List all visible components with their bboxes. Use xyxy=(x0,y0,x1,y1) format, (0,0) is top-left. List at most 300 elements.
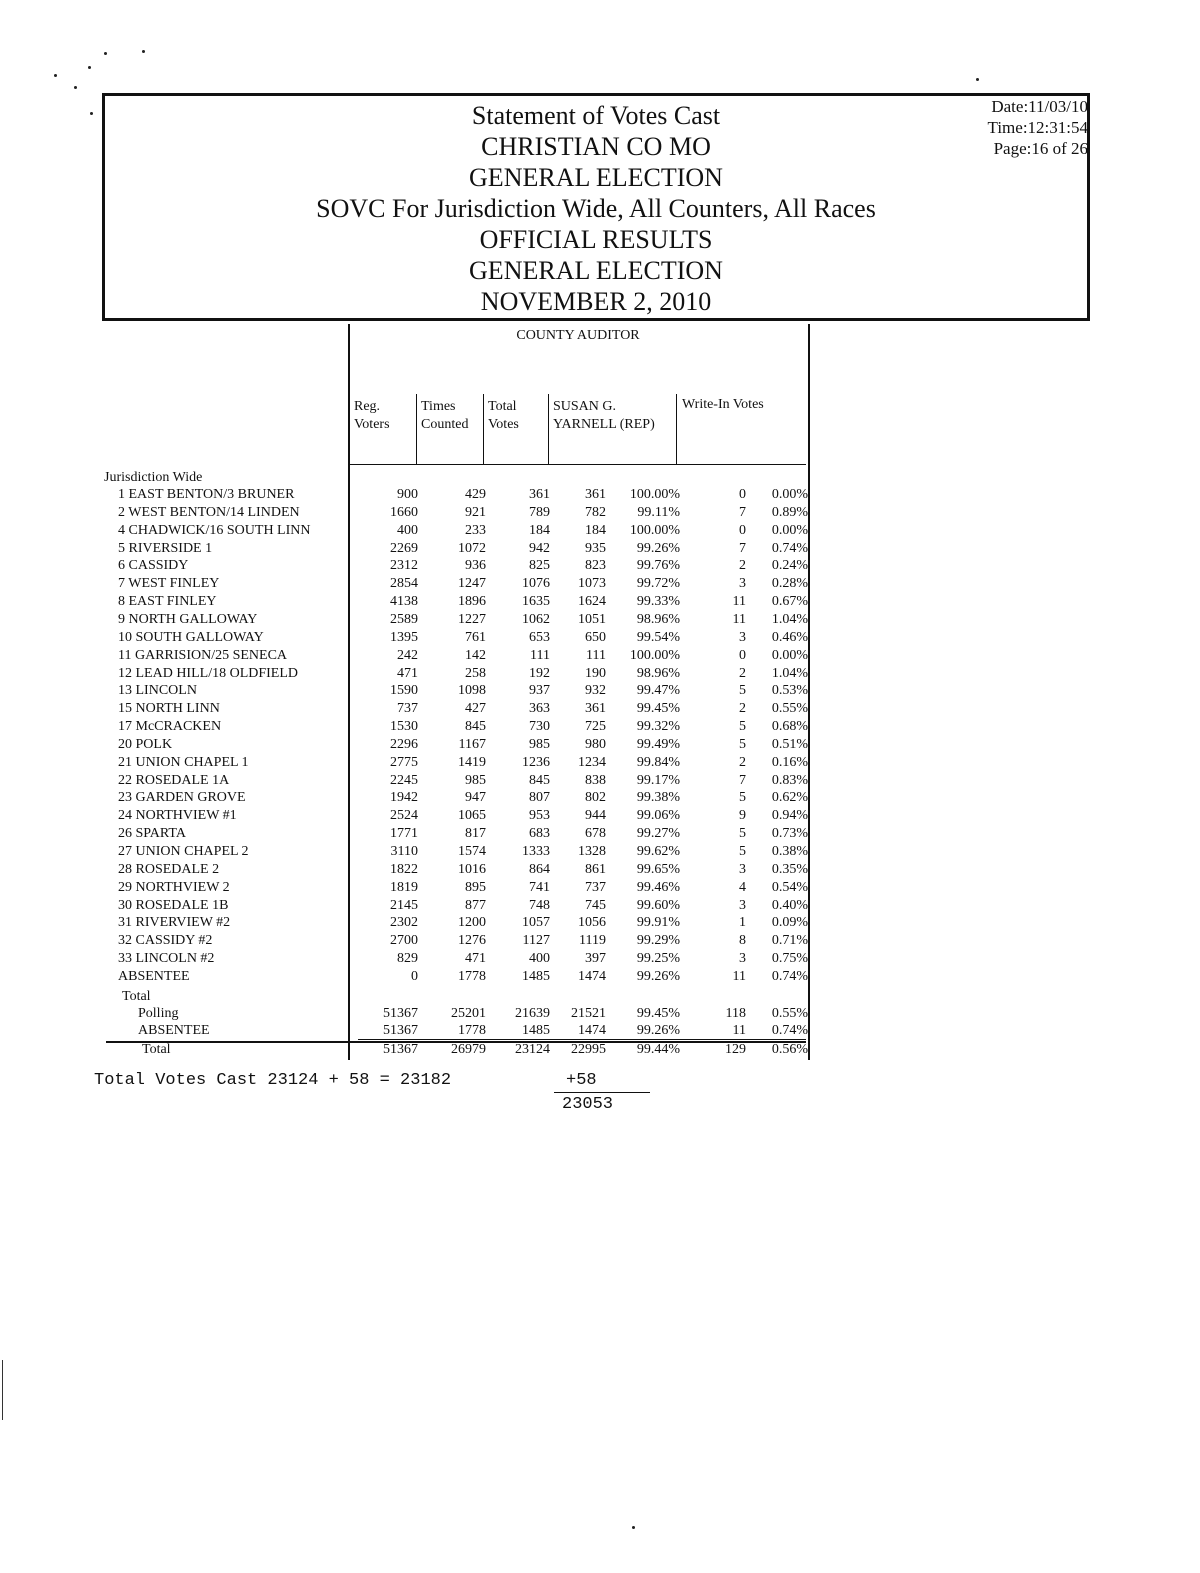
times-counted-cell: 947 xyxy=(465,790,486,806)
times-counted-cell: 877 xyxy=(465,897,486,913)
reg-voters-cell: 737 xyxy=(397,701,418,717)
times-counted-cell: 1896 xyxy=(458,594,486,610)
precinct-name: 9 NORTH GALLOWAY xyxy=(118,611,258,627)
candidate-votes-cell: 1624 xyxy=(578,594,606,610)
precinct-name: 23 GARDEN GROVE xyxy=(118,790,246,806)
reg-voters-cell: 900 xyxy=(397,487,418,502)
total-votes-cell: 942 xyxy=(529,540,550,556)
write-in-pct-cell: 0.00% xyxy=(771,487,808,502)
candidate-pct-cell: 99.47% xyxy=(636,683,680,699)
precinct-name: 22 ROSEDALE 1A xyxy=(118,772,230,788)
write-in-votes-cell: 129 xyxy=(725,1042,746,1057)
total-votes-cell: 825 xyxy=(529,558,550,574)
addend-note: +58 xyxy=(566,1071,597,1090)
write-in-pct-cell: 0.94% xyxy=(771,808,808,824)
precinct-row xyxy=(0,700,1200,718)
write-in-votes-cell: 5 xyxy=(739,683,746,699)
precinct-row xyxy=(0,950,1200,968)
times-counted-cell: 1065 xyxy=(458,808,486,824)
precinct-row xyxy=(0,540,1200,558)
reg-voters-cell: 242 xyxy=(397,647,418,663)
times-counted-cell: 1778 xyxy=(458,968,486,984)
scan-speck xyxy=(104,52,107,55)
times-counted-cell: 845 xyxy=(465,719,486,735)
candidate-votes-cell: 1119 xyxy=(579,933,606,949)
scan-speck xyxy=(632,1526,635,1529)
times-counted-cell: 817 xyxy=(465,826,486,842)
write-in-votes-cell: 1 xyxy=(739,915,746,931)
total-votes-cell: 741 xyxy=(529,879,550,895)
write-in-votes-cell: 5 xyxy=(739,826,746,842)
candidate-pct-cell: 99.44% xyxy=(636,1042,680,1057)
write-in-pct-cell: 0.38% xyxy=(771,844,808,859)
precinct-name: 5 RIVERSIDE 1 xyxy=(118,540,213,556)
candidate-votes-cell: 21521 xyxy=(571,1006,606,1021)
write-in-pct-cell: 0.51% xyxy=(771,736,808,752)
reg-voters-cell: 1530 xyxy=(390,719,418,735)
reg-voters-cell: 2700 xyxy=(390,933,418,949)
times-counted-cell: 1419 xyxy=(458,754,486,770)
precinct-row xyxy=(0,879,1200,897)
total-votes-cell: 1062 xyxy=(522,611,550,627)
total-votes-cell: 23124 xyxy=(515,1042,550,1057)
precinct-name: 28 ROSEDALE 2 xyxy=(118,861,220,877)
precinct-name: 11 GARRISION/25 SENECA xyxy=(118,647,288,663)
write-in-pct-cell: 0.46% xyxy=(771,629,808,645)
write-in-votes-cell: 3 xyxy=(739,576,746,592)
precinct-row xyxy=(0,754,1200,772)
candidate-pct-cell: 99.29% xyxy=(636,933,680,949)
candidate-votes-cell: 650 xyxy=(585,629,606,645)
total-votes-cell: 184 xyxy=(529,522,550,538)
title-line-5: OFFICIAL RESULTS xyxy=(479,225,713,254)
total-votes-cell: 789 xyxy=(529,504,550,520)
candidate-pct-cell: 99.91% xyxy=(636,915,680,931)
write-in-pct-cell: 0.56% xyxy=(771,1042,808,1057)
report-meta xyxy=(950,96,1088,159)
candidate-pct-cell: 100.00% xyxy=(629,522,680,538)
candidate-pct-cell: 98.96% xyxy=(636,665,680,681)
candidate-votes-cell: 1234 xyxy=(578,754,606,770)
times-counted-cell: 1072 xyxy=(458,540,486,556)
reg-voters-cell: 1771 xyxy=(390,826,418,842)
precinct-name: 15 NORTH LINN xyxy=(118,701,220,717)
write-in-votes-cell: 11 xyxy=(732,1023,746,1038)
write-in-pct-cell: 0.89% xyxy=(771,504,808,520)
total-votes-cell: 730 xyxy=(529,719,550,735)
precinct-name: 26 SPARTA xyxy=(118,826,186,842)
write-in-pct-cell: 0.28% xyxy=(771,576,808,592)
total-votes-cell: 845 xyxy=(529,772,550,788)
precinct-name: 27 UNION CHAPEL 2 xyxy=(118,844,249,859)
write-in-votes-cell: 5 xyxy=(739,719,746,735)
precinct-row xyxy=(0,825,1200,843)
write-in-votes-cell: 3 xyxy=(739,897,746,913)
precinct-row xyxy=(0,932,1200,950)
total-votes-cell: 1635 xyxy=(522,594,550,610)
candidate-pct-cell: 99.26% xyxy=(636,968,680,984)
reg-voters-cell: 2775 xyxy=(390,754,418,770)
write-in-pct-cell: 0.55% xyxy=(771,701,808,717)
write-in-pct-cell: 0.35% xyxy=(771,861,808,877)
candidate-pct-cell: 99.32% xyxy=(636,719,680,735)
report-page: Page:16 of 26 xyxy=(993,139,1088,158)
precinct-name: 30 ROSEDALE 1B xyxy=(118,897,229,913)
candidate-votes-cell: 361 xyxy=(585,701,606,717)
write-in-pct-cell: 0.62% xyxy=(771,790,808,806)
write-in-pct-cell: 1.04% xyxy=(771,665,808,681)
reg-voters-cell: 471 xyxy=(397,665,418,681)
write-in-pct-cell: 1.04% xyxy=(771,611,808,627)
total-votes-cell: 807 xyxy=(529,790,550,806)
total-votes-cell: 953 xyxy=(529,808,550,824)
title-line-4: SOVC For Jurisdiction Wide, All Counters, All Races xyxy=(316,194,876,223)
candidate-votes-cell: 861 xyxy=(585,861,606,877)
candidate-votes-cell: 802 xyxy=(585,790,606,806)
write-in-pct-cell: 0.74% xyxy=(771,1023,808,1038)
title-line-2: CHRISTIAN CO MO xyxy=(481,132,711,161)
section-label: Jurisdiction Wide xyxy=(104,470,203,485)
column-divider xyxy=(483,394,484,464)
times-counted-cell: 142 xyxy=(465,647,486,663)
candidate-pct-cell: 99.62% xyxy=(636,844,680,859)
candidate-pct-cell: 100.00% xyxy=(629,487,680,502)
reg-voters-cell: 2269 xyxy=(390,540,418,556)
col-times-counted: Times Counted xyxy=(421,399,469,432)
times-counted-cell: 471 xyxy=(465,951,486,967)
total-votes-cell: 653 xyxy=(529,629,550,645)
report-date: Date:11/03/10 xyxy=(991,97,1088,116)
write-in-votes-cell: 5 xyxy=(739,736,746,752)
candidate-pct-cell: 99.76% xyxy=(636,558,680,574)
candidate-pct-cell: 99.65% xyxy=(636,861,680,877)
sum-result: 23053 xyxy=(562,1095,614,1114)
precinct-name: 32 CASSIDY #2 xyxy=(118,933,213,949)
reg-voters-cell: 1660 xyxy=(390,504,418,520)
times-counted-cell: 1016 xyxy=(458,861,486,877)
write-in-votes-cell: 2 xyxy=(739,558,746,574)
precinct-name: Polling xyxy=(138,1006,179,1021)
precinct-name: 7 WEST FINLEY xyxy=(118,576,220,592)
total-row xyxy=(0,1005,1200,1023)
candidate-votes-cell: 737 xyxy=(585,879,606,895)
precinct-row xyxy=(0,557,1200,575)
candidate-pct-cell: 99.49% xyxy=(636,736,680,752)
reg-voters-cell: 2302 xyxy=(390,915,418,931)
precinct-name: 20 POLK xyxy=(118,736,173,752)
write-in-pct-cell: 0.16% xyxy=(771,754,808,770)
precinct-row xyxy=(0,897,1200,915)
total-votes-cell: 1057 xyxy=(522,915,550,931)
candidate-votes-cell: 1051 xyxy=(578,611,606,627)
candidate-votes-cell: 1474 xyxy=(578,1023,606,1038)
total-votes-cast-note: Total Votes Cast 23124 + 58 = 23182 xyxy=(94,1071,452,1090)
candidate-pct-cell: 99.54% xyxy=(636,629,680,645)
total-votes-cell: 864 xyxy=(529,861,550,877)
total-votes-cell: 1076 xyxy=(522,576,550,592)
write-in-pct-cell: 0.73% xyxy=(771,826,808,842)
reg-voters-cell: 2312 xyxy=(390,558,418,574)
precinct-name: 2 WEST BENTON/14 LINDEN xyxy=(118,504,300,520)
absentee-underline xyxy=(358,1039,806,1040)
col-candidate-yarnell: SUSAN G. YARNELL (REP) xyxy=(553,399,655,432)
col-total-votes: Total Votes xyxy=(488,399,519,432)
column-divider xyxy=(548,394,549,464)
candidate-pct-cell: 99.06% xyxy=(636,808,680,824)
times-counted-cell: 985 xyxy=(465,772,486,788)
times-counted-cell: 233 xyxy=(465,522,486,538)
candidate-pct-cell: 99.11% xyxy=(637,504,680,520)
precinct-row xyxy=(0,593,1200,611)
total-section-label: Total xyxy=(122,989,151,1004)
write-in-votes-cell: 7 xyxy=(739,772,746,788)
race-title: COUNTY AUDITOR xyxy=(516,328,640,343)
candidate-pct-cell: 98.96% xyxy=(636,611,680,627)
reg-voters-cell: 1942 xyxy=(390,790,418,806)
write-in-pct-cell: 0.74% xyxy=(771,540,808,556)
write-in-votes-cell: 7 xyxy=(739,504,746,520)
times-counted-cell: 936 xyxy=(465,558,486,574)
write-in-votes-cell: 2 xyxy=(739,701,746,717)
scan-edge-line xyxy=(2,1360,3,1420)
precinct-name: 29 NORTHVIEW 2 xyxy=(118,879,230,895)
write-in-votes-cell: 3 xyxy=(739,629,746,645)
candidate-votes-cell: 1474 xyxy=(578,968,606,984)
candidate-pct-cell: 99.45% xyxy=(636,1006,680,1021)
times-counted-cell: 895 xyxy=(465,879,486,895)
precinct-row xyxy=(0,968,1200,986)
candidate-votes-cell: 782 xyxy=(585,504,606,520)
times-counted-cell: 1574 xyxy=(458,844,486,859)
precinct-row xyxy=(0,575,1200,593)
report-time: Time:12:31:54 xyxy=(987,118,1088,137)
candidate-votes-cell: 22995 xyxy=(571,1042,606,1057)
scan-speck xyxy=(74,86,77,89)
reg-voters-cell: 51367 xyxy=(383,1006,418,1021)
candidate-votes-cell: 111 xyxy=(586,647,606,663)
reg-voters-cell: 829 xyxy=(397,951,418,967)
candidate-pct-cell: 99.45% xyxy=(636,701,680,717)
candidate-votes-cell: 745 xyxy=(585,897,606,913)
precinct-row xyxy=(0,843,1200,861)
candidate-pct-cell: 99.26% xyxy=(636,540,680,556)
precinct-name: 1 EAST BENTON/3 BRUNER xyxy=(118,487,295,502)
title-line-1: Statement of Votes Cast xyxy=(471,101,721,130)
candidate-votes-cell: 397 xyxy=(585,951,606,967)
write-in-votes-cell: 5 xyxy=(739,844,746,859)
write-in-votes-cell: 0 xyxy=(739,647,746,663)
total-votes-cell: 1127 xyxy=(522,933,550,949)
candidate-pct-cell: 99.33% xyxy=(636,594,680,610)
title-line-6: GENERAL ELECTION xyxy=(469,256,723,285)
write-in-votes-cell: 7 xyxy=(739,540,746,556)
precinct-row xyxy=(0,629,1200,647)
times-counted-cell: 1167 xyxy=(458,736,486,752)
write-in-votes-cell: 2 xyxy=(739,754,746,770)
times-counted-cell: 761 xyxy=(465,629,486,645)
total-votes-cell: 21639 xyxy=(515,1006,550,1021)
write-in-votes-cell: 0 xyxy=(739,522,746,538)
write-in-pct-cell: 0.00% xyxy=(771,522,808,538)
total-votes-cell: 985 xyxy=(529,736,550,752)
candidate-pct-cell: 99.26% xyxy=(636,1023,680,1038)
reg-voters-cell: 1819 xyxy=(390,879,418,895)
total-votes-cell: 192 xyxy=(529,665,550,681)
precinct-name: 12 LEAD HILL/18 OLDFIELD xyxy=(118,665,299,681)
precinct-name: 24 NORTHVIEW #1 xyxy=(118,808,237,824)
write-in-votes-cell: 3 xyxy=(739,861,746,877)
write-in-votes-cell: 3 xyxy=(739,951,746,967)
total-votes-cell: 363 xyxy=(529,701,550,717)
write-in-votes-cell: 0 xyxy=(739,487,746,502)
total-votes-cell: 937 xyxy=(529,683,550,699)
write-in-pct-cell: 0.40% xyxy=(771,897,808,913)
candidate-votes-cell: 361 xyxy=(585,487,606,502)
scan-speck xyxy=(88,66,91,69)
reg-voters-cell: 2296 xyxy=(390,736,418,752)
col-write-in: Write-In Votes xyxy=(682,397,764,412)
write-in-votes-cell: 8 xyxy=(739,933,746,949)
reg-voters-cell: 51367 xyxy=(383,1042,418,1057)
write-in-votes-cell: 5 xyxy=(739,790,746,806)
candidate-votes-cell: 944 xyxy=(585,808,606,824)
candidate-votes-cell: 1073 xyxy=(578,576,606,592)
precinct-name: 4 CHADWICK/16 SOUTH LINN xyxy=(118,522,311,538)
candidate-votes-cell: 823 xyxy=(585,558,606,574)
times-counted-cell: 427 xyxy=(465,701,486,717)
write-in-pct-cell: 0.09% xyxy=(771,915,808,931)
precinct-name: 10 SOUTH GALLOWAY xyxy=(118,629,264,645)
reg-voters-cell: 1395 xyxy=(390,629,418,645)
column-divider xyxy=(416,394,417,464)
sum-line xyxy=(554,1092,650,1093)
precinct-row xyxy=(0,861,1200,879)
total-row xyxy=(0,1022,1200,1040)
total-votes-cell: 683 xyxy=(529,826,550,842)
total-votes-cell: 748 xyxy=(529,897,550,913)
total-votes-cell: 361 xyxy=(529,487,550,502)
precinct-row xyxy=(0,486,1200,504)
total-votes-cell: 1485 xyxy=(522,1023,550,1038)
times-counted-cell: 1276 xyxy=(458,933,486,949)
candidate-votes-cell: 678 xyxy=(585,826,606,842)
times-counted-cell: 1227 xyxy=(458,611,486,627)
precinct-name: 6 CASSIDY xyxy=(118,558,189,574)
candidate-pct-cell: 99.46% xyxy=(636,879,680,895)
times-counted-cell: 1247 xyxy=(458,576,486,592)
times-counted-cell: 1200 xyxy=(458,915,486,931)
candidate-votes-cell: 980 xyxy=(585,736,606,752)
title-line-3: GENERAL ELECTION xyxy=(469,163,723,192)
precinct-name: 17 McCRACKEN xyxy=(118,719,222,735)
total-rule xyxy=(106,1041,806,1043)
candidate-votes-cell: 932 xyxy=(585,683,606,699)
header-box xyxy=(102,93,1090,321)
write-in-votes-cell: 118 xyxy=(725,1006,746,1021)
candidate-votes-cell: 838 xyxy=(585,772,606,788)
precinct-row xyxy=(0,647,1200,665)
times-counted-cell: 921 xyxy=(465,504,486,520)
precinct-name: ABSENTEE xyxy=(118,968,190,984)
reg-voters-cell: 2589 xyxy=(390,611,418,627)
write-in-pct-cell: 0.53% xyxy=(771,683,808,699)
candidate-pct-cell: 99.27% xyxy=(636,826,680,842)
reg-voters-cell: 4138 xyxy=(390,594,418,610)
candidate-votes-cell: 190 xyxy=(585,665,606,681)
total-votes-cell: 1333 xyxy=(522,844,550,859)
precinct-row xyxy=(0,718,1200,736)
precinct-name: Total xyxy=(142,1042,171,1057)
reg-voters-cell: 1822 xyxy=(390,861,418,877)
total-votes-cell: 111 xyxy=(530,647,550,663)
total-votes-cell: 1485 xyxy=(522,968,550,984)
col-reg-voters: Reg. Voters xyxy=(354,399,390,432)
candidate-votes-cell: 1056 xyxy=(578,915,606,931)
precinct-row xyxy=(0,665,1200,683)
total-votes-cell: 1236 xyxy=(522,754,550,770)
write-in-pct-cell: 0.75% xyxy=(771,951,808,967)
total-row xyxy=(0,1041,1200,1059)
total-votes-cell: 400 xyxy=(529,951,550,967)
precinct-row xyxy=(0,807,1200,825)
write-in-pct-cell: 0.83% xyxy=(771,772,808,788)
precinct-name: 13 LINCOLN xyxy=(118,683,197,699)
column-divider xyxy=(676,394,677,464)
write-in-pct-cell: 0.68% xyxy=(771,719,808,735)
precinct-row xyxy=(0,736,1200,754)
write-in-votes-cell: 11 xyxy=(732,611,746,627)
write-in-pct-cell: 0.24% xyxy=(771,558,808,574)
precinct-row xyxy=(0,914,1200,932)
write-in-pct-cell: 0.74% xyxy=(771,968,808,984)
precinct-row xyxy=(0,504,1200,522)
precinct-name: ABSENTEE xyxy=(138,1023,210,1038)
precinct-row xyxy=(0,682,1200,700)
scan-speck xyxy=(90,112,93,115)
candidate-pct-cell: 99.84% xyxy=(636,754,680,770)
write-in-votes-cell: 2 xyxy=(739,665,746,681)
reg-voters-cell: 2145 xyxy=(390,897,418,913)
write-in-votes-cell: 4 xyxy=(739,879,746,895)
precinct-row xyxy=(0,522,1200,540)
reg-voters-cell: 2524 xyxy=(390,808,418,824)
scan-speck xyxy=(54,74,57,77)
write-in-pct-cell: 0.55% xyxy=(771,1006,808,1021)
precinct-name: 8 EAST FINLEY xyxy=(118,594,217,610)
reg-voters-cell: 51367 xyxy=(383,1023,418,1038)
candidate-votes-cell: 1328 xyxy=(578,844,606,859)
candidate-pct-cell: 100.00% xyxy=(629,647,680,663)
precinct-name: 33 LINCOLN #2 xyxy=(118,951,215,967)
times-counted-cell: 1778 xyxy=(458,1023,486,1038)
write-in-votes-cell: 9 xyxy=(739,808,746,824)
precinct-row xyxy=(0,789,1200,807)
write-in-pct-cell: 0.00% xyxy=(771,647,808,663)
scan-speck xyxy=(142,50,145,53)
header-bottom-rule xyxy=(348,464,806,465)
reg-voters-cell: 400 xyxy=(397,522,418,538)
times-counted-cell: 1098 xyxy=(458,683,486,699)
scan-speck xyxy=(976,78,979,81)
times-counted-cell: 429 xyxy=(465,487,486,502)
title-line-7: NOVEMBER 2, 2010 xyxy=(480,287,712,316)
times-counted-cell: 26979 xyxy=(451,1042,486,1057)
precinct-name: 31 RIVERVIEW #2 xyxy=(118,915,231,931)
reg-voters-cell: 3110 xyxy=(390,844,418,859)
precinct-row xyxy=(0,611,1200,629)
write-in-pct-cell: 0.71% xyxy=(771,933,808,949)
times-counted-cell: 25201 xyxy=(451,1006,486,1021)
